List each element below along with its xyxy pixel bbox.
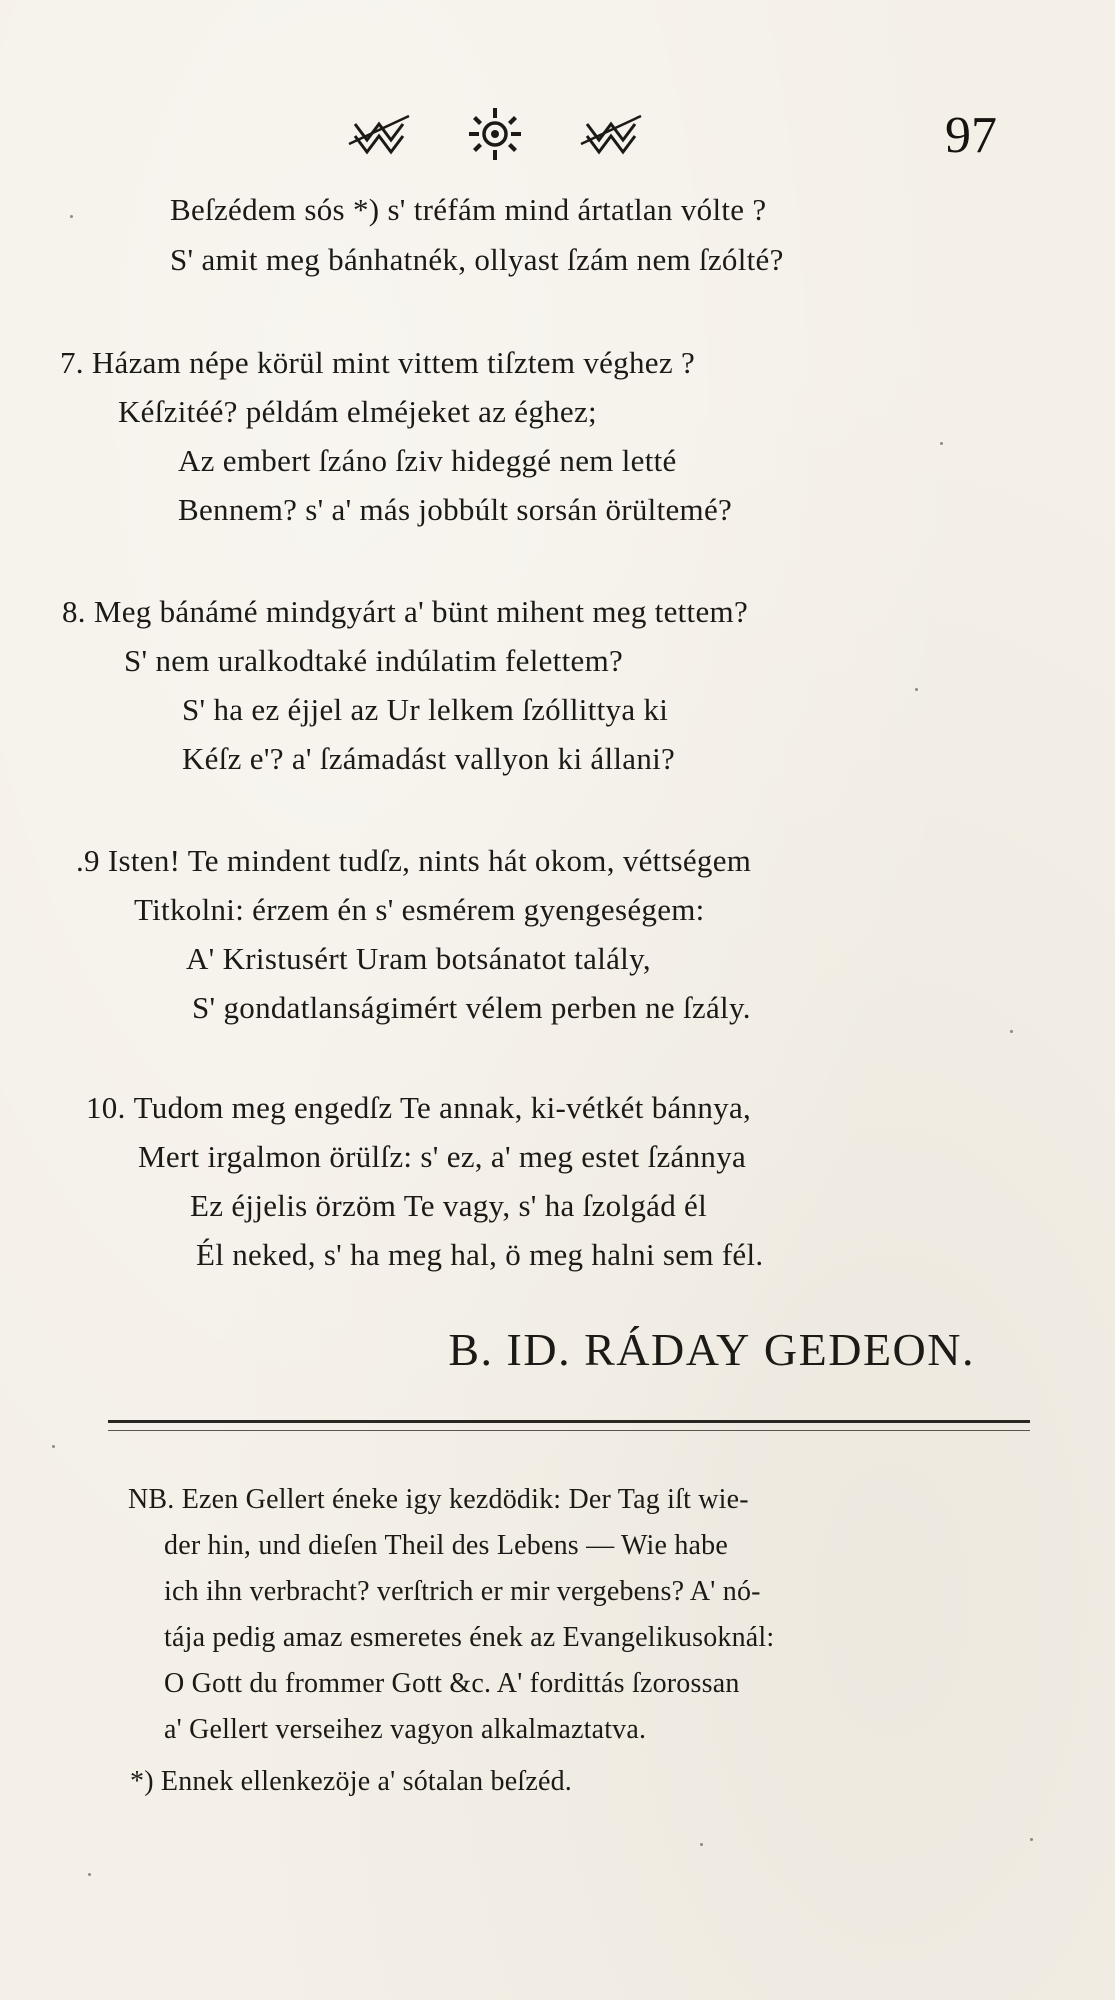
signature-part: ÁDAY: [616, 1324, 751, 1375]
footnote-divider: [108, 1420, 1030, 1423]
paper-speck: [1030, 1838, 1033, 1841]
poem-line: S' ha ez éjjel az Ur lelkem ſzóllittya ki: [182, 692, 669, 727]
stanza-first-line: [60, 345, 695, 381]
stanza-number: .9: [76, 843, 100, 878]
paper-speck: [70, 215, 73, 218]
signature-part: G: [750, 1324, 799, 1375]
paper-speck: [700, 1843, 703, 1846]
signature-part: EDEON: [798, 1324, 962, 1375]
header-ornament: [345, 104, 645, 164]
footnote-line: tája pedig amaz esmeretes ének az Evangelikusoknál:: [164, 1622, 775, 1653]
poem-line: Bennem? s' a' más jobbúlt sorsán örültemé?: [178, 492, 733, 527]
poem-line: Kéſzitéé? példám elméjeket az éghez;: [118, 394, 597, 429]
poem-line: Beſzédem sós *) s' tréfám mind ártatlan vólte ?: [170, 192, 767, 227]
footnote-line: *) Ennek ellenkezöje a' sótalan beſzéd.: [130, 1766, 572, 1797]
page-number: 97: [945, 107, 997, 164]
poem-line: S' gondatlanságimért vélem perben ne ſzály.: [192, 990, 751, 1025]
paper-speck: [52, 1445, 55, 1448]
poem-line: S' amit meg bánhatnék, ollyast ſzám nem ſzólté?: [170, 242, 784, 277]
author-signature: [448, 1323, 975, 1376]
stanza-number: 8.: [62, 594, 86, 629]
footnote-line: a' Gellert verseihez vagyon alkalmaztatva.: [164, 1714, 647, 1745]
paper-speck: [88, 1873, 91, 1876]
poem-line: A' Kristusért Uram botsánatot talály,: [186, 941, 651, 976]
stanza-first-line: [62, 594, 748, 630]
poem-line: Ez éjjelis örzöm Te vagy, s' ha ſzolgád él: [190, 1188, 708, 1223]
stanza-first-line: [86, 1090, 751, 1126]
footnote-divider-thin: [108, 1430, 1030, 1431]
poem-line: Él neked, s' ha meg hal, ö meg halni sem fél.: [196, 1237, 764, 1272]
footnote-line: der hin, und dieſen Theil des Lebens — Wie habe: [164, 1530, 728, 1561]
signature-part: . R: [558, 1324, 617, 1375]
stanza-first-line: [76, 843, 751, 879]
paper-speck: [940, 442, 943, 445]
zigzag-ornament-icon: [581, 116, 641, 152]
poem-line: Kéſz e'? a' ſzámadást vallyon ki állani?: [182, 741, 676, 776]
poem-line: Meg bánámé mindgyárt a' bünt mihent meg tettem?: [93, 594, 748, 629]
signature-part: D: [523, 1324, 559, 1375]
poem-line: Titkolni: érzem én s' esmérem gyengeségem:: [134, 892, 705, 927]
flower-ornament-icon: [469, 108, 521, 160]
zigzag-ornament-icon: [349, 116, 409, 152]
poem-line: Tudom meg engedſz Te annak, ki-vétkét bánnya,: [133, 1090, 752, 1125]
page-header: [0, 96, 1115, 166]
poem-line: Mert irgalmon örülſz: s' ez, a' meg estet ſzánnya: [138, 1139, 747, 1174]
signature-part: B. I: [448, 1324, 524, 1375]
paper-speck: [915, 688, 918, 691]
stanza-number: 10.: [86, 1090, 126, 1125]
footnote-line: ich ihn verbracht? verſtrich er mir vergebens? A' nó-: [164, 1576, 761, 1607]
poem-line: Isten! Te mindent tudſz, nints hát okom, véttségem: [107, 843, 752, 878]
footnote-line: NB. Ezen Gellert éneke igy kezdödik: Der Tag iſt wie-: [128, 1484, 749, 1515]
footnote-line: O Gott du frommer Gott &c. A' fordittás ſzorossan: [164, 1668, 740, 1699]
stanza-number: 7.: [60, 345, 84, 380]
paper-speck: [1010, 1030, 1013, 1033]
poem-line: Házam népe körül mint vittem tiſztem véghez ?: [91, 345, 696, 380]
poem-line: Az embert ſzáno ſziv hideggé nem letté: [178, 443, 677, 478]
poem-line: S' nem uralkodtaké indúlatim felettem?: [124, 643, 624, 678]
signature-part: .: [962, 1324, 975, 1375]
